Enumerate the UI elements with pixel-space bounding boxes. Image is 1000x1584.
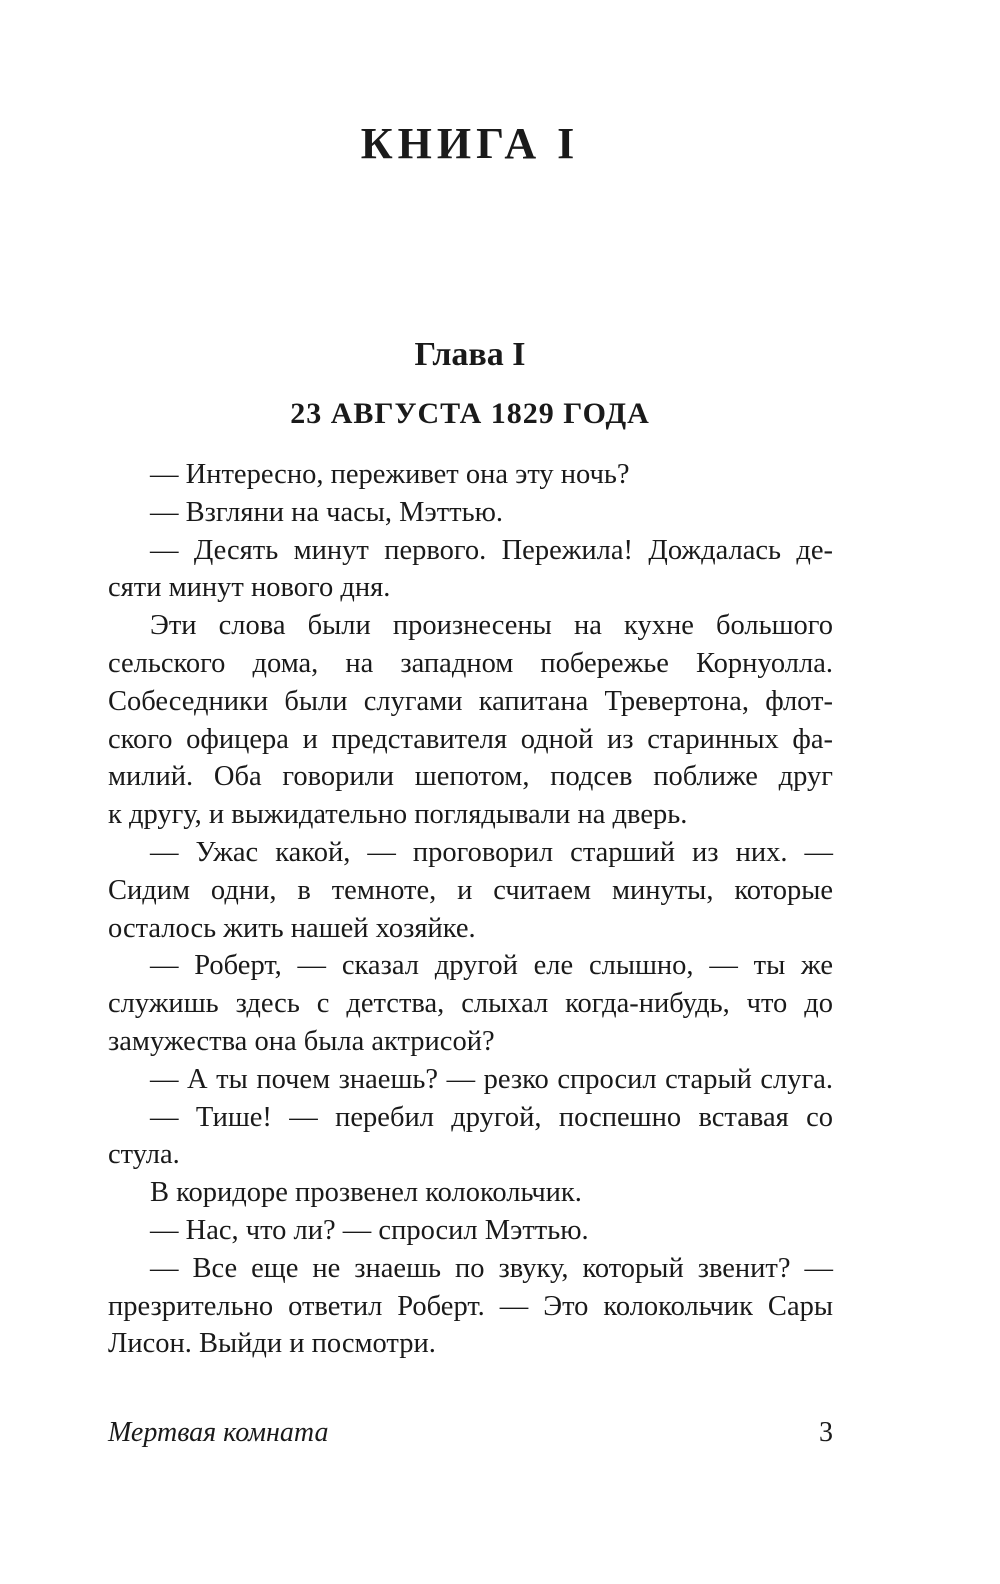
text-line: сельского дома, на западном побережье Корнуолла. — [108, 647, 833, 679]
text-line: ского офицера и представителя одной из старинных фа- — [108, 723, 833, 755]
text-line: Лисон. Выйди и посмотри. — [108, 1328, 436, 1360]
running-footer-title: Мертвая комната — [108, 1417, 329, 1448]
text-line: — Роберт, — сказал другой еле слышно, — ты же — [150, 950, 833, 982]
text-line: презрительно ответил Роберт. — Это колокольчик Сары — [108, 1290, 833, 1322]
chapter-body-text — [108, 456, 833, 1363]
text-line: — Нас, что ли? — спросил Мэттью. — [150, 1214, 589, 1246]
text-line: — Все еще не знаешь по звуку, который звенит? — — [150, 1252, 833, 1284]
text-line: Эти слова были произнесены на кухне большого — [150, 610, 833, 642]
text-line: В коридоре прозвенел колокольчик. — [150, 1177, 582, 1209]
text-line: сяти минут нового дня. — [108, 572, 391, 604]
page-number: 3 — [819, 1417, 833, 1448]
text-line: милий. Оба говорили шепотом, подсев поближе друг — [108, 761, 833, 793]
text-line: — Десять минут первого. Пережила! Дождалась де- — [150, 534, 833, 566]
text-line: осталось жить нашей хозяйке. — [108, 912, 476, 944]
text-line: Собеседники были слугами капитана Тревертона, флот- — [108, 685, 833, 717]
text-line: — А ты почем знаешь? — резко спросил старый слуга. — [150, 1063, 833, 1095]
text-line: — Ужас какой, — проговорил старший из них. — — [150, 836, 833, 868]
text-line: Сидим одни, в темноте, и считаем минуты, которые — [108, 874, 833, 906]
chapter-title: Глава I — [414, 336, 526, 373]
text-line: стула. — [108, 1139, 180, 1171]
text-line: — Взгляни на часы, Мэттью. — [150, 496, 504, 528]
chapter-date-subtitle: 23 АВГУСТА 1829 ГОДА — [290, 397, 650, 430]
text-line: замужества она была актрисой? — [108, 1025, 495, 1057]
text-line: к другу, и выжидательно поглядывали на дверь. — [108, 799, 688, 831]
text-line: — Тише! — перебил другой, поспешно вставая со — [150, 1101, 833, 1133]
text-line: служишь здесь с детства, слыхал когда-нибудь, что до — [108, 988, 833, 1020]
text-line: — Интересно, переживет она эту ночь? — [150, 459, 630, 490]
book-title: КНИГА I — [360, 119, 580, 168]
